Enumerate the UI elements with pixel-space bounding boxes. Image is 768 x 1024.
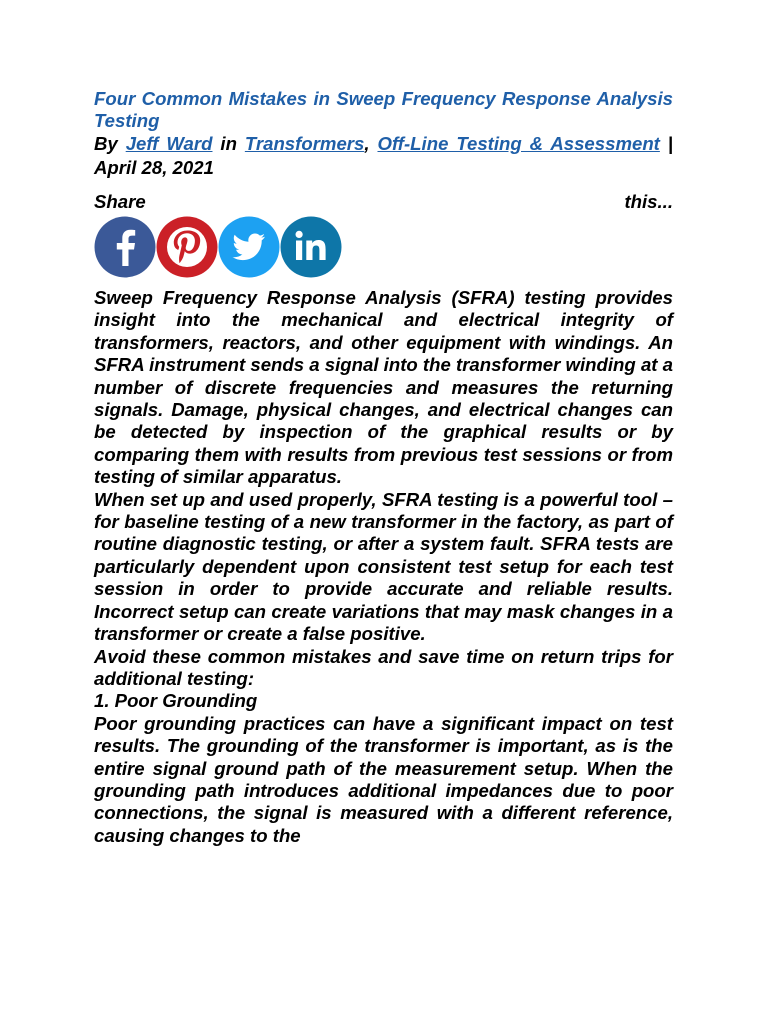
byline-by: By [94,133,126,154]
byline-date: | April 28, 2021 [94,133,673,178]
paragraph-setup: When set up and used properly, SFRA testing is a powerful tool – for baseline testing of a new transformer in the factory, as part of routine diagnostic testing, or after a system fault. SFRA tests are particularly dependent upon consistent test setup for each test session in order to provide accurate and reliable results. Incorrect setup can create variations that may mask changes in a transformer or create a false positive. [94,488,673,645]
twitter-icon[interactable] [218,216,280,278]
article [94,86,673,847]
paragraph-avoid: Avoid these common mistakes and save time on return trips for additional testing: [94,645,673,689]
byline-in: in [212,133,245,154]
linkedin-icon[interactable] [280,216,342,278]
share-label-this: this... [624,191,673,212]
share-icons [94,216,673,278]
facebook-icon[interactable] [94,216,156,278]
article-title: Four Common Mistakes in Sweep Frequency Response Analysis Testing [94,88,673,131]
paragraph-grounding: Poor grounding practices can have a significant impact on test results. The grounding of the transformer is important, as is the entire signal ground path of the measurement setup. When the grounding path introduces additional impedances due to poor connections, the signal is measured with a different reference, causing changes to the [94,712,673,846]
share-label: Share [94,191,146,212]
article-body [94,287,673,847]
paragraph-intro: Sweep Frequency Response Analysis (SFRA) testing provides insight into the mechanical and electrical integrity of transformers, reactors, and other equipment with windings. An SFRA instrument sends a signal into the transformer winding at a number of discrete frequencies and measures the returning signals. Damage, physical changes, and electrical changes can be detected by inspection of the graphical results or by comparing them with results from previous test sessions or from testing of similar apparatus. [94,287,673,488]
byline-comma: , [364,133,378,154]
share-row [94,190,673,214]
category-link-transformers[interactable]: Transformers [244,133,365,154]
pinterest-icon[interactable] [156,216,218,278]
author-link[interactable]: Jeff Ward [125,133,213,154]
section-heading-grounding: 1. Poor Grounding [94,690,258,712]
byline [94,132,673,180]
category-link-offline-testing[interactable]: Off-Line Testing & Assessment [377,133,660,154]
